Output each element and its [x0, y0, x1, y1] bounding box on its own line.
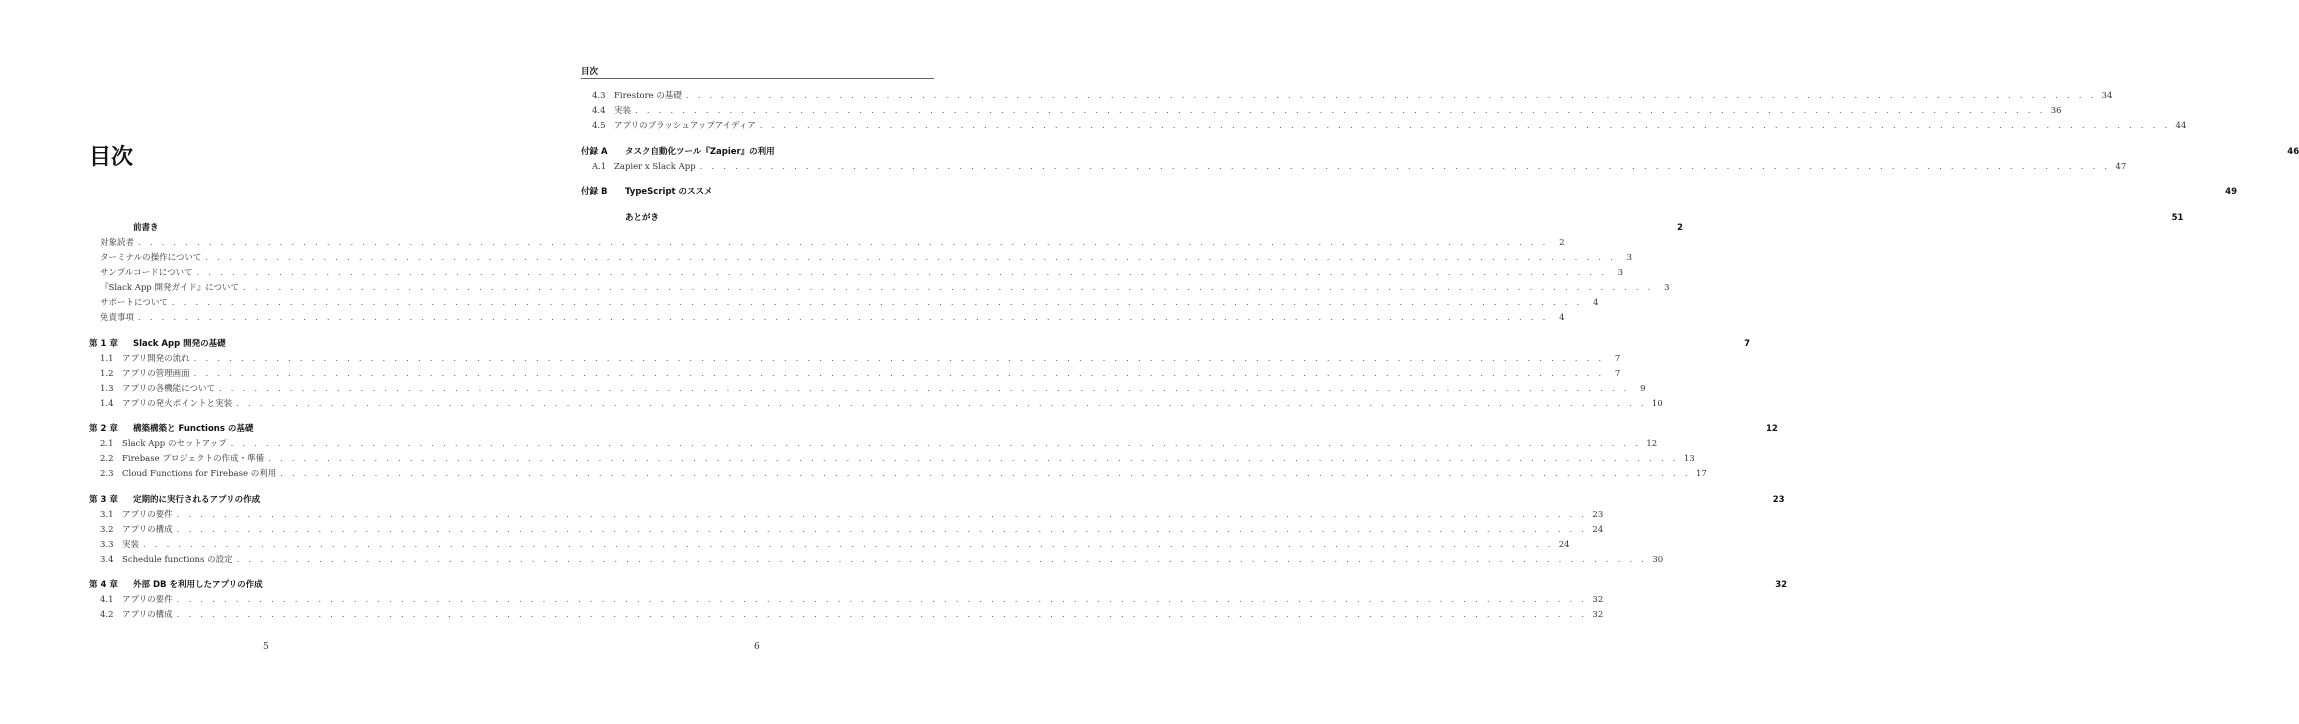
- toc-chapter-entry[interactable]: [581, 185, 2237, 200]
- dot-leader: . . . . . . . . . . . . . . . . . . . . . . . . . . . . . . . . . . . . . . . . . . . . . . . . . . . . . . . . . . . . . . . . . . . . . . . . . . . . . . . . . . . . . . . . . . . . . . . . . . . . . . . . . . . . . . . . . . . . . . . .: [268, 454, 1679, 464]
- entry-number: 第 4 章: [89, 580, 118, 590]
- entry-title: 前書き: [133, 223, 159, 233]
- entry-number: 付録 B: [581, 187, 608, 197]
- toc-section-entry[interactable]: [89, 236, 1565, 251]
- entry-page: 13: [1683, 454, 1695, 464]
- dot-leader: . . . . . . . . . . . . . . . . . . . . . . . . . . . . . . . . . . . . . . . . . . . . . . . . . . . . . . . . . . . . . . . . . . . . . . . . . . . . . . . . . . . . . . . . . . . . . . . . . . . . . . . . . . . . . . . . . . . . . . . .: [280, 469, 1691, 479]
- toc-section-entry[interactable]: [89, 593, 1604, 608]
- toc-list: [581, 89, 2299, 226]
- dot-leader: . . . . . . . . . . . . . . . . . . . . . . . . . . . . . . . . . . . . . . . . . . . . . . . . . . . . . . . . . . . . . . . . . . . . . . . . . . . . . . . . . . . . . . . . . . . . . . . . . . . . . . . . . . . . . . . . . . . . . . . .: [176, 509, 1588, 520]
- entry-page: 12: [1646, 439, 1658, 449]
- dot-leader: . . . . . . . . . . . . . . . . . . . . . . . . . . . . . . . . . . . . . . . . . . . . . . . . . . . . . . . . . . . . . . . . . . . . . . . . . . . . . . . . . . . . . . . . . . . . . . . . . . . . . . . . . . . . . . . . . . . . . . . .: [635, 106, 2046, 116]
- toc-chapter-entry[interactable]: [89, 337, 1751, 352]
- toc-section-entry[interactable]: [581, 89, 2113, 104]
- toc-section-entry[interactable]: [89, 251, 1632, 266]
- entry-page: 3: [1626, 253, 1632, 263]
- entry-number: 4.3: [592, 91, 606, 101]
- page-number: 5: [263, 642, 269, 652]
- entry-title: タスク自動化ツール『Zapier』の利用: [625, 146, 775, 157]
- entry-page: 24: [1558, 539, 1570, 550]
- dot-leader: . . . . . . . . . . . . . . . . . . . . . . . . . . . . . . . . . . . . . . . . . . . . . . . . . . . . . . . . . . . . . . . . . . . . . . . . . . . . . . . . . . . . . . . . . . . . . . . . . . . . . . . . . . . . . . . . . . . . . . . .: [236, 398, 1647, 409]
- dot-leader: . . . . . . . . . . . . . . . . . . . . . . . . . . . . . . . . . . . . . . . . . . . . . . . . . . . . . . . . . . . . . . . . . . . . . . . . . . . . . . . . . . . . . . . . . . . . . . . . . . . . . . . . . . . . . . . . . . . . . . . .: [143, 539, 1554, 550]
- toc-section-entry[interactable]: [89, 352, 1621, 367]
- entry-page: 32: [1592, 595, 1604, 605]
- entry-number: 2.2: [100, 454, 114, 464]
- entry-page: 32: [1775, 580, 1788, 590]
- dot-leader: . . . . . . . . . . . . . . . . . . . . . . . . . . . . . . . . . . . . . . . . . . . . . . . . . . . . . . . . . . . . . . . . . . . . . . . . . . . . . . . . . . . . . . . . . . . . . . . . . . . . . . . . . . . . . . . . . . . . . . . .: [699, 161, 2111, 172]
- entry-page: 36: [2050, 106, 2062, 116]
- entry-number: 第 3 章: [89, 494, 118, 505]
- entry-page: 9: [1640, 383, 1646, 394]
- entry-title: 外部 DB を利用したアプリの作成: [133, 580, 263, 590]
- dot-leader: . . . . . . . . . . . . . . . . . . . . . . . . . . . . . . . . . . . . . . . . . . . . . . . . . . . . . . . . . . . . . . . . . . . . . . . . . . . . . . . . . . . . . . . . . . . . . . . . . . . . . . . . . . . . . . . . . . . . . . . .: [243, 283, 1654, 293]
- toc-section-entry[interactable]: [89, 281, 1670, 296]
- entry-page: 7: [1614, 368, 1621, 379]
- dot-leader: . . . . . . . . . . . . . . . . . . . . . . . . . . . . . . . . . . . . . . . . . . . . . . . . . . . . . . . . . . . . . . . . . . . . . . . . . . . . . . . . . . . . . . . . . . . . . . . . . . . . . . . . . . . . . . . . . . . . . . . .: [205, 253, 1616, 263]
- entry-page: 7: [1744, 338, 1751, 349]
- toc-section-entry[interactable]: [89, 467, 1707, 482]
- entry-number: 第 2 章: [89, 424, 118, 434]
- entry-page: 12: [1765, 424, 1778, 434]
- toc-section-entry[interactable]: [89, 367, 1621, 382]
- toc-section-entry[interactable]: [89, 508, 1604, 523]
- dot-leader: . . . . . . . . . . . . . . . . . . . . . . . . . . . . . . . . . . . . . . . . . . . . . . . . . . . . . . . . . . . . . . . . . . . . . . . . . . . . . . . . . . . . . . . . . . . . . . . . . . . . . . . . . . . . . . . . . . . . . . . .: [138, 313, 1549, 323]
- entry-page: 2: [1677, 223, 1683, 233]
- entry-title: 免責事項: [100, 313, 135, 323]
- dot-leader: . . . . . . . . . . . . . . . . . . . . . . . . . . . . . . . . . . . . . . . . . . . . . . . . . . . . . . . . . . . . . . . . . . . . . . . . . . . . . . . . . . . . . . . . . . . . . . . . . . . . . . . . . . . . . . . . . . . . . . . .: [176, 524, 1588, 535]
- entry-page: 30: [1652, 554, 1664, 565]
- entry-page: 34: [2101, 91, 2113, 101]
- entry-number: 2.3: [100, 469, 114, 479]
- entry-title: 『Slack App 開発ガイド』について: [100, 283, 240, 293]
- toc-section-entry[interactable]: [89, 311, 1565, 326]
- entry-page: 23: [1772, 494, 1785, 505]
- entry-title: アプリ開発の流れ: [122, 353, 190, 364]
- entry-page: 23: [1592, 509, 1604, 520]
- dot-leader: . . . . . . . . . . . . . . . . . . . . . . . . . . . . . . . . . . . . . . . . . . . . . . . . . . . . . . . . . . . . . . . . . . . . . . . . . . . . . . . . . . . . . . . . . . . . . . . . . . . . . . . . . . . . . . . . . . . . . . . .: [193, 353, 1605, 364]
- running-head: 目次: [581, 67, 934, 79]
- toc-chapter-entry[interactable]: [581, 145, 2299, 160]
- entry-number: 4.2: [100, 610, 114, 620]
- dot-leader: . . . . . . . . . . . . . . . . . . . . . . . . . . . . . . . . . . . . . . . . . . . . . . . . . . . . . . . . . . . . . . . . . . . . . . . . . . . . . . . . . . . . . . . . . . . . . . . . . . . . . . . . . . . . . . . . . . . . . . . .: [230, 439, 1642, 449]
- toc-section-entry[interactable]: [89, 538, 1570, 553]
- entry-page: 44: [2175, 121, 2187, 131]
- entry-title: アプリの要件: [122, 595, 173, 605]
- toc-chapter-entry[interactable]: [89, 221, 1683, 236]
- entry-title: アプリの構成: [122, 610, 173, 620]
- toc-chapter-entry[interactable]: [89, 422, 1778, 437]
- entry-title: あとがき: [625, 212, 660, 223]
- entry-title: Slack App のセットアップ: [122, 439, 227, 449]
- entry-number: A.1: [592, 161, 607, 172]
- entry-title: サンプルコードについて: [100, 268, 193, 278]
- entry-number: 3.4: [100, 554, 114, 565]
- entry-page: 47: [2115, 161, 2127, 172]
- entry-title: アプリのブラッシュアップアイディア: [614, 121, 756, 131]
- entry-title: 定期的に実行されるアプリの作成: [133, 494, 261, 505]
- entry-page: 49: [2225, 187, 2237, 197]
- toc-section-entry[interactable]: [89, 553, 1664, 568]
- entry-title: アプリの各機能について: [122, 383, 215, 394]
- entry-page: 3: [1664, 283, 1670, 293]
- entry-number: 3.3: [100, 539, 114, 550]
- entry-number: 4.5: [592, 121, 606, 131]
- entry-number: 1.1: [100, 353, 114, 364]
- entry-page: 2: [1559, 238, 1565, 248]
- dot-leader: . . . . . . . . . . . . . . . . . . . . . . . . . . . . . . . . . . . . . . . . . . . . . . . . . . . . . . . . . . . . . . . . . . . . . . . . . . . . . . . . . . . . . . . . . . . . . . . . . . . . . . . . . . . . . . . . . . . . . . . .: [171, 298, 1583, 308]
- entry-title: 実装: [614, 106, 632, 116]
- entry-page: 46: [2287, 146, 2299, 157]
- toc-chapter-entry[interactable]: [581, 211, 2184, 226]
- entry-page: 51: [2171, 212, 2184, 223]
- dot-leader: . . . . . . . . . . . . . . . . . . . . . . . . . . . . . . . . . . . . . . . . . . . . . . . . . . . . . . . . . . . . . . . . . . . . . . . . . . . . . . . . . . . . . . . . . . . . . . . . . . . . . . . . . . . . . . . . . . . . . . . .: [138, 238, 1549, 248]
- toc-chapter-entry[interactable]: [89, 578, 1788, 593]
- entry-number: 付録 A: [581, 146, 608, 157]
- dot-leader: . . . . . . . . . . . . . . . . . . . . . . . . . . . . . . . . . . . . . . . . . . . . . . . . . . . . . . . . . . . . . . . . . . . . . . . . . . . . . . . . . . . . . . . . . . . . . . . . . . . . . . . . . . . . . . . . . . . . . . . .: [193, 368, 1605, 379]
- entry-number: 1.2: [100, 368, 114, 379]
- dot-leader: . . . . . . . . . . . . . . . . . . . . . . . . . . . . . . . . . . . . . . . . . . . . . . . . . . . . . . . . . . . . . . . . . . . . . . . . . . . . . . . . . . . . . . . . . . . . . . . . . . . . . . . . . . . . . . . . . . . . . . . .: [759, 121, 2171, 131]
- entry-title: Cloud Functions for Firebase の利用: [122, 469, 277, 479]
- entry-page: 4: [1592, 298, 1599, 308]
- toc-list: [89, 221, 1788, 623]
- entry-title: アプリの発火ポイントと実装: [122, 398, 233, 409]
- entry-page: 24: [1592, 524, 1604, 535]
- entry-title: Slack App 開発の基礎: [133, 338, 226, 349]
- entry-title: Schedule functions の設定: [122, 554, 233, 565]
- entry-number: 3.1: [100, 509, 114, 520]
- entry-title: 構築構築と Functions の基礎: [133, 424, 254, 434]
- entry-number: 2.1: [100, 439, 114, 449]
- entry-title: ターミナルの操作について: [100, 253, 202, 263]
- entry-title: Firestore の基礎: [614, 91, 682, 101]
- dot-leader: . . . . . . . . . . . . . . . . . . . . . . . . . . . . . . . . . . . . . . . . . . . . . . . . . . . . . . . . . . . . . . . . . . . . . . . . . . . . . . . . . . . . . . . . . . . . . . . . . . . . . . . . . . . . . . . . . . . . . . . .: [176, 595, 1588, 605]
- entry-number: 3.2: [100, 524, 114, 535]
- entry-number: 4.4: [592, 106, 606, 116]
- toc-section-entry[interactable]: [89, 266, 1624, 281]
- dot-leader: . . . . . . . . . . . . . . . . . . . . . . . . . . . . . . . . . . . . . . . . . . . . . . . . . . . . . . . . . . . . . . . . . . . . . . . . . . . . . . . . . . . . . . . . . . . . . . . . . . . . . . . . . . . . . . . . . . . . . . . .: [176, 610, 1588, 620]
- entry-page: 7: [1614, 353, 1621, 364]
- entry-title: TypeScript のススメ: [625, 187, 713, 197]
- dot-leader: . . . . . . . . . . . . . . . . . . . . . . . . . . . . . . . . . . . . . . . . . . . . . . . . . . . . . . . . . . . . . . . . . . . . . . . . . . . . . . . . . . . . . . . . . . . . . . . . . . . . . . . . . . . . . . . . . . . . . . . .: [196, 268, 1608, 278]
- page-number: 6: [754, 642, 760, 652]
- entry-page: 4: [1559, 313, 1565, 323]
- entry-page: 17: [1695, 469, 1707, 479]
- entry-page: 32: [1592, 610, 1604, 620]
- toc-section-entry[interactable]: [581, 160, 2127, 175]
- toc-section-entry[interactable]: [89, 452, 1695, 467]
- toc-chapter-entry[interactable]: [89, 493, 1785, 508]
- toc-section-entry[interactable]: [89, 382, 1646, 397]
- toc-title: 目次: [89, 145, 134, 170]
- toc-section-entry[interactable]: [89, 437, 1658, 452]
- dot-leader: . . . . . . . . . . . . . . . . . . . . . . . . . . . . . . . . . . . . . . . . . . . . . . . . . . . . . . . . . . . . . . . . . . . . . . . . . . . . . . . . . . . . . . . . . . . . . . . . . . . . . . . . . . . . . . . . . . . . . . . .: [236, 554, 1648, 565]
- entry-title: 実装: [122, 539, 140, 550]
- entry-number: 4.1: [100, 595, 114, 605]
- dot-leader: . . . . . . . . . . . . . . . . . . . . . . . . . . . . . . . . . . . . . . . . . . . . . . . . . . . . . . . . . . . . . . . . . . . . . . . . . . . . . . . . . . . . . . . . . . . . . . . . . . . . . . . . . . . . . . . . . . . . . . . .: [219, 383, 1630, 394]
- toc-section-entry[interactable]: [581, 119, 2187, 134]
- entry-title: Zapier x Slack App: [614, 161, 696, 172]
- dot-leader: . . . . . . . . . . . . . . . . . . . . . . . . . . . . . . . . . . . . . . . . . . . . . . . . . . . . . . . . . . . . . . . . . . . . . . . . . . . . . . . . . . . . . . . . . . . . . . . . . . . . . . . . . . . . . . . . . . . . . . . .: [685, 91, 2097, 101]
- entry-number: 第 1 章: [89, 338, 118, 349]
- toc-section-entry[interactable]: [89, 523, 1604, 538]
- toc-section-entry[interactable]: [581, 104, 2062, 119]
- entry-number: 1.3: [100, 383, 114, 394]
- entry-title: サポートについて: [100, 298, 168, 308]
- entry-number: 1.4: [100, 398, 114, 409]
- entry-page: 3: [1617, 268, 1624, 278]
- toc-section-entry[interactable]: [89, 397, 1663, 412]
- entry-title: 対象読者: [100, 238, 135, 248]
- entry-title: アプリの構成: [122, 524, 173, 535]
- entry-title: Firebase プロジェクトの作成・準備: [122, 454, 265, 464]
- entry-page: 10: [1651, 398, 1663, 409]
- entry-title: アプリの要件: [122, 509, 173, 520]
- toc-section-entry[interactable]: [89, 608, 1604, 623]
- toc-section-entry[interactable]: [89, 296, 1599, 311]
- entry-title: アプリの管理画面: [122, 368, 190, 379]
